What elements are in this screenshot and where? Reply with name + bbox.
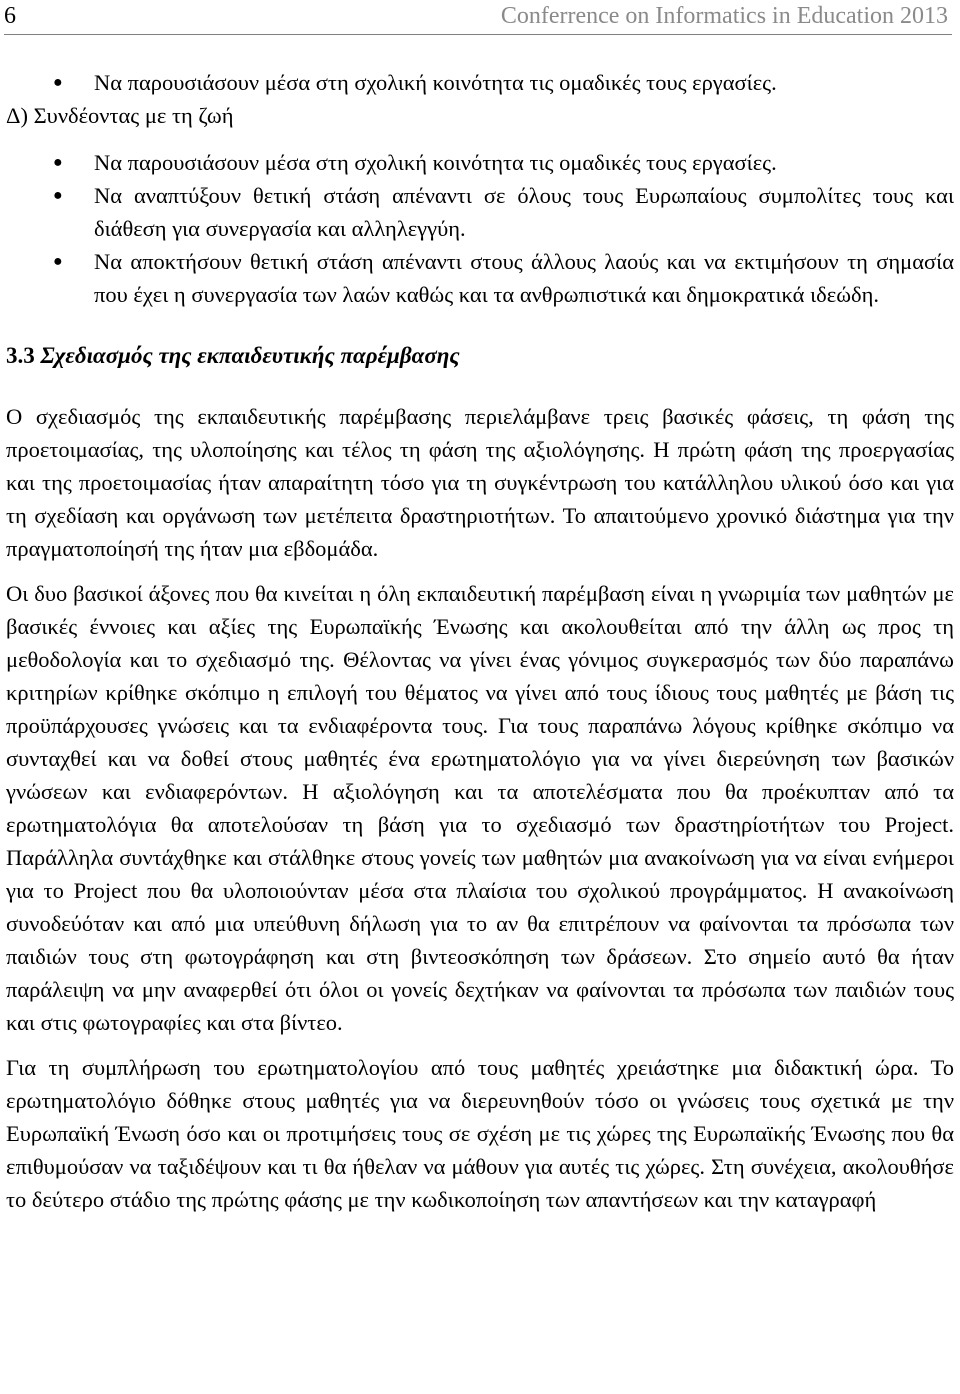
spacer (6, 565, 954, 577)
spacer (6, 311, 954, 339)
list-item-text: Να παρουσιάσουν μέσα στη σχολική κοινότητα τις ομαδικές τους εργασίες. (94, 70, 777, 95)
list-item-text: Να αναπτύξουν θετική στάση απέναντι σε όλους τους Ευρωπαίους συμπολίτες τους και διάθεση για συνεργασία και αλληλεγγύη. (94, 183, 954, 241)
subheading: Δ) Συνδέοντας με τη ζωή (6, 103, 234, 128)
bullet-list-life (6, 146, 954, 311)
page-body (6, 66, 954, 1216)
list-item-text: Να παρουσιάσουν μέσα στη σχολική κοινότητα τις ομαδικές τους εργασίες. (94, 150, 777, 175)
paragraph: Οι δυο βασικοί άξονες που θα κινείται η όλη εκπαιδευτική παρέμβαση είναι η γνωριμία των μαθητών με βασικές έννοιες και αξίες της Ευρωπαϊκής Ένωσης και ακολουθείται από την άλλη ως προς τη μεθοδολογία και το σχεδιασμό της. Θέλοντας να γίνει ένας γόνιμος συγκερασμός των δύο παραπάνω κριτηρίων κρίθηκε σκόπιμο η επιλογή του θέματος να γίνει από τους ίδιους τους μαθητές με βάση τις προϋπάρχουσες γνώσεις και τα ενδιαφέροντα τους. Για τους παραπάνω λόγους κρίθηκε σκόπιμο να συνταχθεί και να δοθεί στους μαθητές ένα ερωτηματολόγιο για να γίνει διερεύνηση των βασικών γνώσεων και ενδιαφερόντων. Η αξιολόγηση και τα αποτελέσματα που θα προέκυπταν από τα ερωτηματολόγια θα αποτελούσαν τη βάση για το σχεδιασμό των δραστηρίοτήτων του Project. Παράλληλα συντάχθηκε και στάλθηκε στους γονείς των μαθητών μια ανακοίνωση για να είναι ενήμεροι για το Project που θα υλοποιούνταν μέσα στα πλαίσια του σχολικού προγράμματος. Η ανακοίνωση συνοδεύόταν και από μια υπεύθυνη δήλωση για το αν θα επιτρέπουν να φαίνονται τα πρόσωπα των παιδιών τους στη φωτογράφηση και στη βιντεοσκόπηση των δράσεων. Στο σημείο αυτό θα ήταν παράλειψη να μην αναφερθεί ότι όλοι οι γονείς δεχτήκαν να φαίνονται τα πρόσωπα των παιδιών τους και στις φωτογραφίες και στα βίντεο. (6, 581, 954, 1035)
bullet-icon: ● (53, 74, 63, 91)
list-item (6, 245, 954, 311)
page-header (4, 0, 952, 35)
paragraph: Για τη συμπλήρωση του ερωτηματολογίου από τους μαθητές χρειάστηκε μια διδακτική ώρα. Το ερωτηματολόγιο δόθηκε στους μαθητές για να διερευνηθούν τόσο οι γνώσεις τους σχετικά με την Ευρωπαϊκή Ένωση όσο και οι προτιμήσεις τους σε σχέση με τις χώρες της Ευρωπαϊκής Ένωσης που θα επιθυμούσαν να ταξιδέψουν και τι θα ήθελαν να μάθουν για αυτές τις χώρες. Στη συνέχεια, ακολουθήσε το δεύτερο στάδιο της πρώτης φάσης με την κωδικοποίηση των απαντήσεων και την καταγραφή (6, 1055, 954, 1212)
bullet-icon: ● (53, 154, 63, 171)
bullet-list-top (6, 66, 954, 99)
bullet-icon: ● (53, 253, 63, 270)
list-item (6, 179, 954, 245)
spacer (6, 132, 954, 146)
list-item-text: Να αποκτήσουν θετική στάση απέναντι στους άλλους λαούς και να εκτιμήσουν τη σημασία που έχει η συνεργασία των λαών καθώς και τα ανθρωπιστικά και δημοκρατικά ιδεώδη. (94, 249, 954, 307)
section-number: 3.3 (6, 343, 35, 368)
paragraph: Ο σχεδιασμός της εκπαιδευτικής παρέμβασης περιελάμβανε τρεις βασικές φάσεις, τη φάση της προετοιμασίας, της υλοποίησης και τέλος τη φάση της αξιολόγησης. Η πρώτη φάση της προεργασίας και της προετοιμασίας ήταν απαραίτητη τόσο για τη συγκέντρωση του κατάλληλου υλικού όσο και για τη σχεδίαση και οργάνωση των μετέπειτα δραστηριοτήτων. Το απαιτούμενο χρονικό διάστημα για την πραγματοποίησή της ήταν μια εβδομάδα. (6, 404, 954, 561)
section-title: Σχεδιασμός της εκπαιδευτικής παρέμβασης (40, 343, 460, 368)
spacer (6, 1039, 954, 1051)
running-head: Conferrence on Informatics in Education 2013 (500, 3, 948, 29)
list-item (6, 146, 954, 179)
spacer (6, 372, 954, 400)
page-number: 6 (4, 3, 16, 29)
list-item (6, 66, 954, 99)
section-heading (6, 339, 954, 372)
bullet-icon: ● (53, 187, 63, 204)
